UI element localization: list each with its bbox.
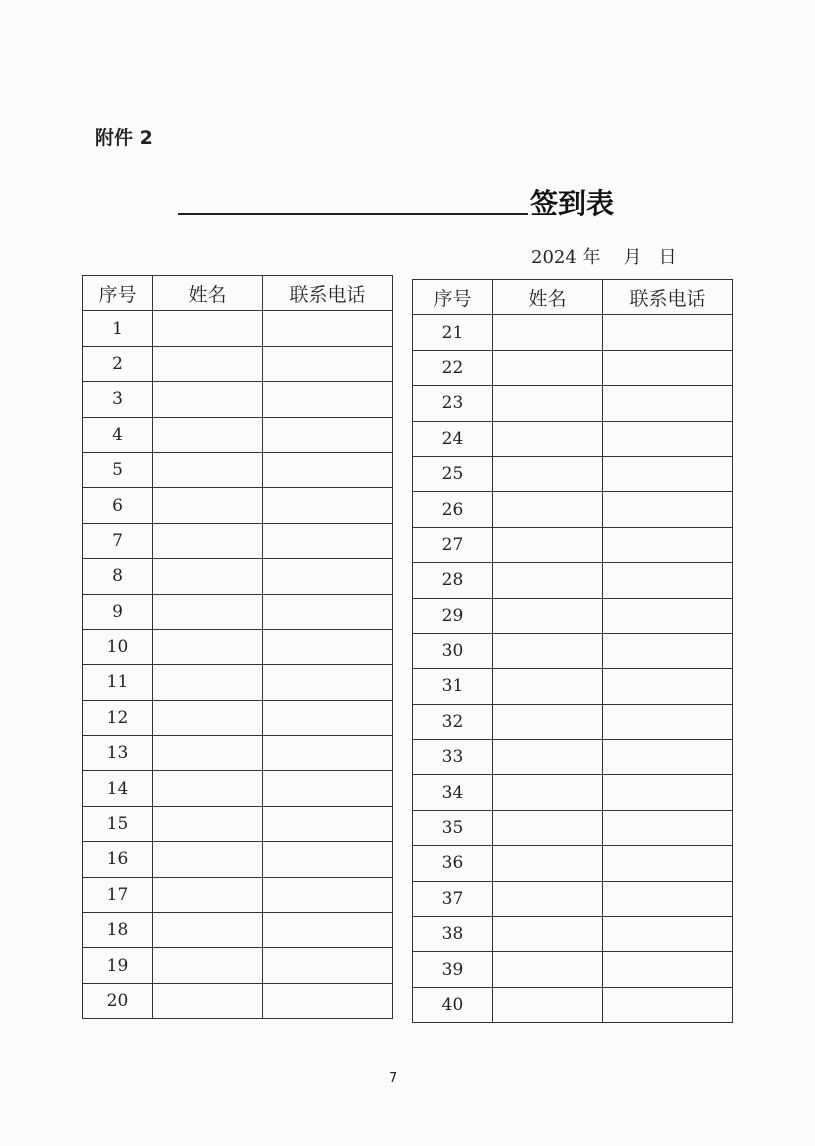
row-index: 36 — [413, 846, 493, 881]
phone-cell[interactable] — [603, 987, 733, 1022]
name-cell[interactable] — [153, 594, 263, 629]
name-cell[interactable] — [493, 492, 603, 527]
column-header-phone: 联系电话 — [603, 280, 733, 315]
table-row — [83, 311, 393, 346]
row-index: 5 — [83, 452, 153, 487]
name-cell[interactable] — [153, 523, 263, 558]
name-cell[interactable] — [493, 775, 603, 810]
phone-cell[interactable] — [603, 456, 733, 491]
row-index: 10 — [83, 629, 153, 664]
phone-cell[interactable] — [603, 527, 733, 562]
name-cell[interactable] — [493, 917, 603, 952]
row-index: 12 — [83, 700, 153, 735]
row-index: 38 — [413, 917, 493, 952]
row-index: 24 — [413, 421, 493, 456]
name-cell[interactable] — [493, 952, 603, 987]
table-row — [83, 665, 393, 700]
row-index: 32 — [413, 704, 493, 739]
row-index: 11 — [83, 665, 153, 700]
row-index: 26 — [413, 492, 493, 527]
row-index: 20 — [83, 983, 153, 1018]
table-row — [413, 350, 733, 385]
phone-cell[interactable] — [603, 421, 733, 456]
phone-cell[interactable] — [263, 382, 393, 417]
row-index: 9 — [83, 594, 153, 629]
name-cell[interactable] — [153, 665, 263, 700]
phone-cell[interactable] — [603, 704, 733, 739]
table-row — [83, 346, 393, 381]
table-row — [413, 917, 733, 952]
name-cell[interactable] — [493, 987, 603, 1022]
phone-cell[interactable] — [263, 842, 393, 877]
date-year: 2024 — [531, 247, 577, 268]
table-row — [413, 598, 733, 633]
name-cell[interactable] — [493, 740, 603, 775]
phone-cell[interactable] — [263, 452, 393, 487]
phone-cell[interactable] — [603, 386, 733, 421]
sign-in-table-right — [412, 279, 733, 1023]
row-index: 31 — [413, 669, 493, 704]
table-row — [413, 846, 733, 881]
table-row — [413, 633, 733, 668]
table-row — [83, 629, 393, 664]
phone-cell[interactable] — [263, 417, 393, 452]
page-number: 7 — [389, 1071, 398, 1086]
name-cell[interactable] — [153, 559, 263, 594]
row-index: 39 — [413, 952, 493, 987]
name-cell[interactable] — [493, 315, 603, 350]
phone-cell[interactable] — [263, 488, 393, 523]
date-day-unit: 日 — [658, 247, 677, 268]
name-cell[interactable] — [493, 421, 603, 456]
date-year-unit: 年 — [582, 247, 601, 268]
phone-cell[interactable] — [603, 669, 733, 704]
phone-cell[interactable] — [263, 913, 393, 948]
phone-cell[interactable] — [603, 810, 733, 845]
row-index: 8 — [83, 559, 153, 594]
table-row — [83, 771, 393, 806]
name-cell[interactable] — [493, 810, 603, 845]
row-index: 18 — [83, 913, 153, 948]
table-row — [83, 594, 393, 629]
table-row — [83, 806, 393, 841]
phone-cell[interactable] — [603, 598, 733, 633]
row-index: 16 — [83, 842, 153, 877]
table-row — [83, 913, 393, 948]
phone-cell[interactable] — [603, 350, 733, 385]
table-row — [413, 527, 733, 562]
row-index: 29 — [413, 598, 493, 633]
row-index: 3 — [83, 382, 153, 417]
phone-cell[interactable] — [603, 881, 733, 916]
table-row — [413, 775, 733, 810]
table-row — [83, 983, 393, 1018]
phone-cell[interactable] — [603, 563, 733, 598]
column-header-phone: 联系电话 — [263, 276, 393, 311]
column-header-name: 姓名 — [153, 276, 263, 311]
name-cell[interactable] — [153, 382, 263, 417]
name-cell[interactable] — [493, 598, 603, 633]
table-row — [413, 740, 733, 775]
table-row — [413, 881, 733, 916]
name-cell[interactable] — [153, 806, 263, 841]
name-cell[interactable] — [493, 704, 603, 739]
table-row — [413, 315, 733, 350]
phone-cell[interactable] — [603, 492, 733, 527]
name-cell[interactable] — [493, 350, 603, 385]
table-row — [83, 452, 393, 487]
name-cell[interactable] — [153, 700, 263, 735]
phone-cell[interactable] — [603, 315, 733, 350]
table-row — [413, 492, 733, 527]
table-row — [83, 488, 393, 523]
phone-cell[interactable] — [603, 952, 733, 987]
row-index: 1 — [83, 311, 153, 346]
table-row — [83, 523, 393, 558]
phone-cell[interactable] — [603, 740, 733, 775]
table-row — [83, 382, 393, 417]
column-header-index: 序号 — [83, 276, 153, 311]
row-index: 23 — [413, 386, 493, 421]
table-row — [83, 877, 393, 912]
phone-cell[interactable] — [603, 846, 733, 881]
phone-cell[interactable] — [263, 559, 393, 594]
phone-cell[interactable] — [263, 700, 393, 735]
name-cell[interactable] — [153, 948, 263, 983]
name-cell[interactable] — [493, 386, 603, 421]
name-cell[interactable] — [153, 877, 263, 912]
row-index: 22 — [413, 350, 493, 385]
name-cell[interactable] — [493, 633, 603, 668]
phone-cell[interactable] — [603, 917, 733, 952]
row-index: 13 — [83, 736, 153, 771]
table-row — [83, 700, 393, 735]
date-month-unit: 月 — [623, 247, 642, 268]
table-row — [413, 421, 733, 456]
column-header-index: 序号 — [413, 280, 493, 315]
phone-cell[interactable] — [263, 948, 393, 983]
name-cell[interactable] — [493, 563, 603, 598]
row-index: 4 — [83, 417, 153, 452]
phone-cell[interactable] — [603, 633, 733, 668]
phone-cell[interactable] — [263, 594, 393, 629]
table-row — [413, 563, 733, 598]
phone-cell[interactable] — [263, 771, 393, 806]
column-header-name: 姓名 — [493, 280, 603, 315]
table-row — [83, 417, 393, 452]
name-cell[interactable] — [153, 346, 263, 381]
row-index: 40 — [413, 987, 493, 1022]
page-title: 签到表 — [530, 187, 615, 220]
table-row — [83, 842, 393, 877]
table-row — [413, 952, 733, 987]
name-cell[interactable] — [153, 771, 263, 806]
row-index: 14 — [83, 771, 153, 806]
name-cell[interactable] — [153, 311, 263, 346]
attachment-label: 附件 2 — [95, 127, 153, 149]
name-cell[interactable] — [153, 488, 263, 523]
row-index: 19 — [83, 948, 153, 983]
title-blank-line — [178, 213, 528, 215]
phone-cell[interactable] — [263, 346, 393, 381]
table-row — [413, 386, 733, 421]
table-row — [413, 987, 733, 1022]
name-cell[interactable] — [493, 846, 603, 881]
row-index: 37 — [413, 881, 493, 916]
phone-cell[interactable] — [263, 877, 393, 912]
row-index: 33 — [413, 740, 493, 775]
phone-cell[interactable] — [263, 983, 393, 1018]
name-cell[interactable] — [153, 417, 263, 452]
row-index: 6 — [83, 488, 153, 523]
name-cell[interactable] — [493, 669, 603, 704]
row-index: 28 — [413, 563, 493, 598]
name-cell[interactable] — [493, 881, 603, 916]
phone-cell[interactable] — [263, 311, 393, 346]
row-index: 30 — [413, 633, 493, 668]
date-line — [531, 243, 677, 269]
phone-cell[interactable] — [263, 806, 393, 841]
name-cell[interactable] — [153, 452, 263, 487]
table-row — [413, 669, 733, 704]
table-row — [413, 810, 733, 845]
row-index: 25 — [413, 456, 493, 491]
table-row — [83, 948, 393, 983]
name-cell[interactable] — [493, 456, 603, 491]
name-cell[interactable] — [153, 983, 263, 1018]
name-cell[interactable] — [493, 527, 603, 562]
row-index: 17 — [83, 877, 153, 912]
table-row — [413, 456, 733, 491]
row-index: 21 — [413, 315, 493, 350]
table-row — [83, 559, 393, 594]
name-cell[interactable] — [153, 736, 263, 771]
row-index: 27 — [413, 527, 493, 562]
phone-cell[interactable] — [603, 775, 733, 810]
phone-cell[interactable] — [263, 629, 393, 664]
row-index: 34 — [413, 775, 493, 810]
phone-cell[interactable] — [263, 736, 393, 771]
row-index: 7 — [83, 523, 153, 558]
name-cell[interactable] — [153, 913, 263, 948]
row-index: 15 — [83, 806, 153, 841]
name-cell[interactable] — [153, 629, 263, 664]
row-index: 35 — [413, 810, 493, 845]
phone-cell[interactable] — [263, 523, 393, 558]
row-index: 2 — [83, 346, 153, 381]
name-cell[interactable] — [153, 842, 263, 877]
table-row — [413, 704, 733, 739]
phone-cell[interactable] — [263, 665, 393, 700]
sign-in-table-left — [82, 275, 393, 1019]
table-row — [83, 736, 393, 771]
